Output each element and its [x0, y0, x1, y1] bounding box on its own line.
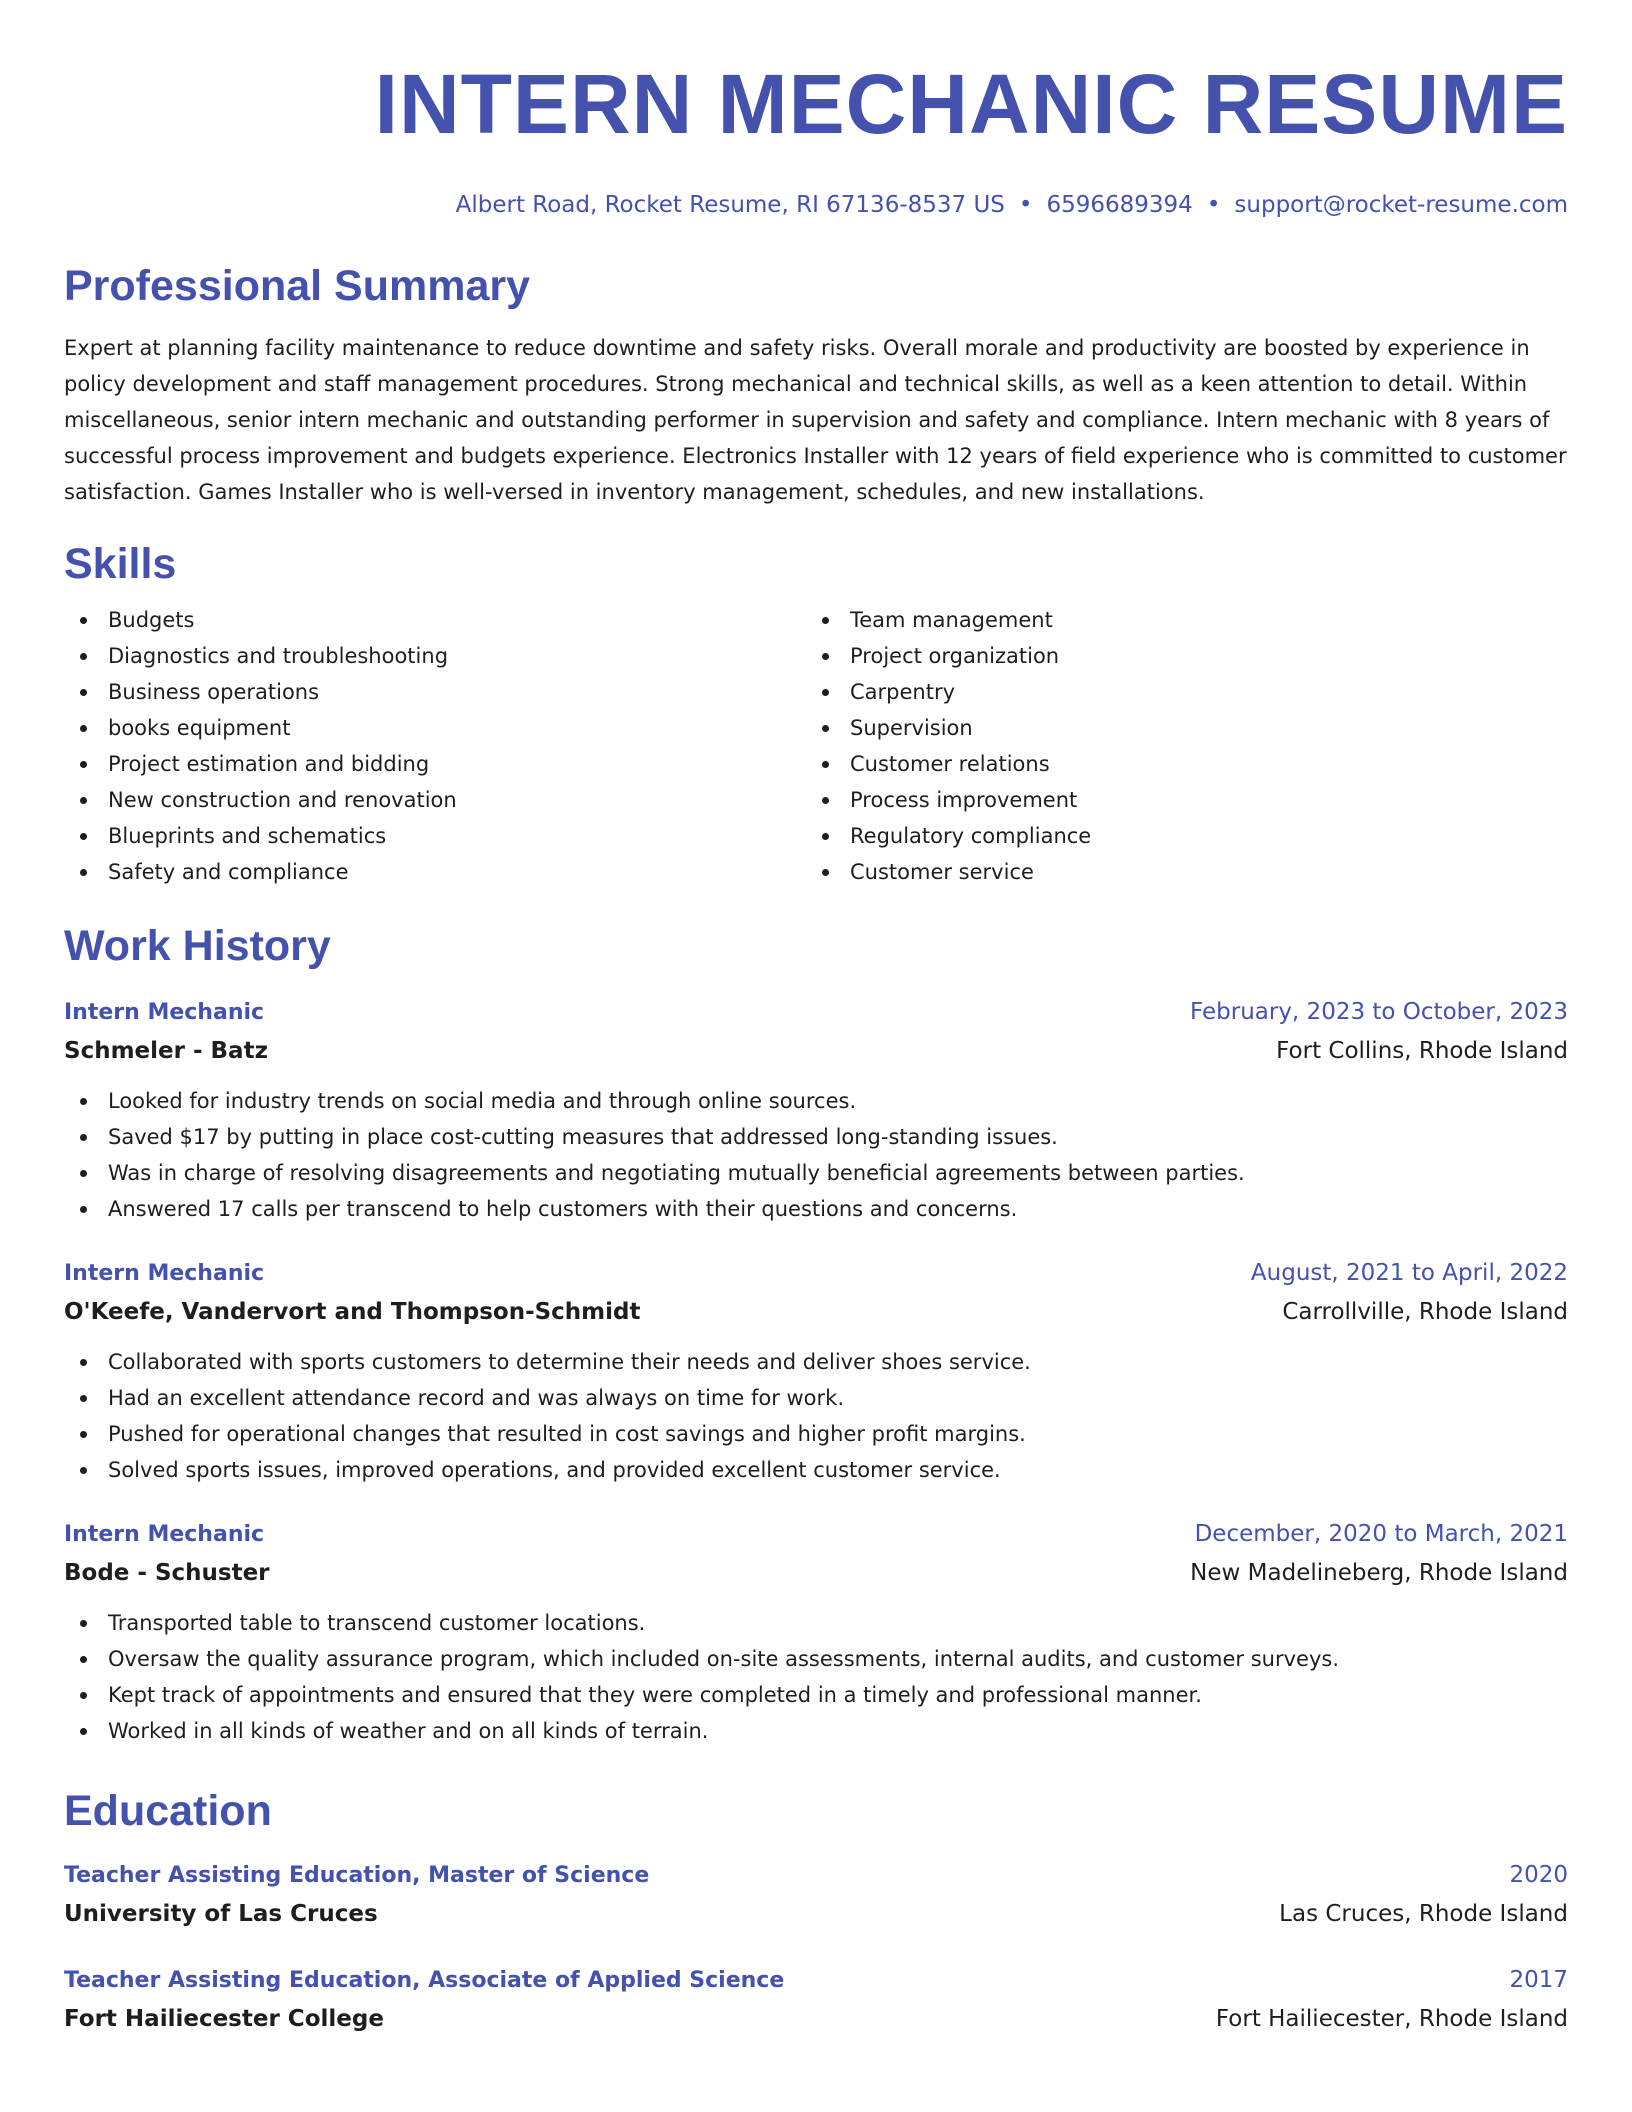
job-dates: August, 2021 to April, 2022 [1250, 1260, 1568, 1286]
skill-item: Business operations [64, 674, 806, 710]
skill-item: books equipment [64, 710, 806, 746]
job-bullets [64, 1083, 1568, 1227]
work-history-heading: Work History [64, 922, 331, 970]
job-bullet: Transported table to transcend customer locations. [64, 1605, 1568, 1641]
education-school: University of Las Cruces [64, 1901, 378, 1927]
job-bullet: Answered 17 calls per transcend to help customers with their questions and concerns. [64, 1191, 1568, 1227]
resume-title: INTERN MECHANIC RESUME [374, 57, 1568, 151]
contact-separator: • [1018, 192, 1033, 218]
education-school: Fort Hailiecester College [64, 2006, 384, 2032]
skill-item: Supervision [806, 710, 1548, 746]
job-bullet: Pushed for operational changes that resulted in cost savings and higher profit margins. [64, 1416, 1568, 1452]
job-header-row [64, 994, 1568, 1031]
skill-item: Safety and compliance [64, 854, 806, 890]
education-location: Las Cruces, Rhode Island [1279, 1901, 1568, 1927]
job-bullets [64, 1344, 1568, 1488]
job-company-row [64, 1292, 1568, 1332]
job-bullet: Had an excellent attendance record and was always on time for work. [64, 1380, 1568, 1416]
education-entry [64, 1857, 1568, 1934]
summary-text: Expert at planning facility maintenance to reduce downtime and safety risks. Overall morale and productivity are boosted by experience in policy development and staff management procedures. Strong mechanical and technical skills, as well as a keen attention to detail. Within miscellaneous, senior intern mechanic and outstanding performer in supervision and safety and compliance. Intern mechanic with 8 years of successful process improvement and budgets experience. Electronics Installer with 12 years of field experience who is committed to customer satisfaction. Games Installer who is well-versed in inventory management, schedules, and new installations. [64, 336, 1567, 504]
education-heading: Education [64, 1787, 272, 1835]
skills-column-right [806, 602, 1548, 890]
contact-phone[interactable]: 6596689394 [1046, 192, 1193, 218]
education-header-row [64, 1857, 1568, 1894]
education-degree: Teacher Assisting Education, Associate of Applied Science [64, 1968, 785, 1993]
skill-item: Project estimation and bidding [64, 746, 806, 782]
job-role: Intern Mechanic [64, 1522, 265, 1547]
job-header-row [64, 1255, 1568, 1292]
job-location: New Madelineberg, Rhode Island [1190, 1560, 1568, 1586]
job-role: Intern Mechanic [64, 1261, 265, 1286]
education-school-row [64, 1999, 1568, 2039]
job-bullet: Saved $17 by putting in place cost-cutting measures that addressed long-standing issues. [64, 1119, 1568, 1155]
skill-item: Project organization [806, 638, 1548, 674]
job-bullet: Worked in all kinds of weather and on all kinds of terrain. [64, 1713, 1568, 1749]
job-bullet: Solved sports issues, improved operations, and provided excellent customer service. [64, 1452, 1568, 1488]
skill-item: Process improvement [806, 782, 1548, 818]
skills-column-left [64, 602, 806, 890]
skill-item: Customer service [806, 854, 1548, 890]
skill-item: Customer relations [806, 746, 1548, 782]
job-bullet: Oversaw the quality assurance program, which included on-site assessments, internal audits, and customer surveys. [64, 1641, 1568, 1677]
job-company-row [64, 1553, 1568, 1593]
job-bullet: Collaborated with sports customers to determine their needs and deliver shoes service. [64, 1344, 1568, 1380]
job-dates: February, 2023 to October, 2023 [1190, 999, 1568, 1025]
skill-item: Blueprints and schematics [64, 818, 806, 854]
education-degree: Teacher Assisting Education, Master of Science [64, 1863, 650, 1888]
job-bullet: Kept track of appointments and ensured that they were completed in a timely and professional manner. [64, 1677, 1568, 1713]
job-company: O'Keefe, Vandervort and Thompson-Schmidt [64, 1299, 641, 1325]
job-company: Bode - Schuster [64, 1560, 270, 1586]
job-bullet: Looked for industry trends on social media and through online sources. [64, 1083, 1568, 1119]
contact-separator: • [1206, 192, 1221, 218]
job-role: Intern Mechanic [64, 1000, 265, 1025]
education-school-row [64, 1894, 1568, 1934]
job-entry [64, 994, 1568, 1227]
job-bullet: Was in charge of resolving disagreements and negotiating mutually beneficial agreements between parties. [64, 1155, 1568, 1191]
skill-item: New construction and renovation [64, 782, 806, 818]
education-location: Fort Hailiecester, Rhode Island [1215, 2006, 1568, 2032]
education-header-row [64, 1962, 1568, 1999]
contact-email[interactable]: support@rocket-resume.com [1234, 192, 1568, 218]
summary-heading: Professional Summary [64, 262, 531, 310]
job-company-row [64, 1031, 1568, 1071]
job-header-row [64, 1516, 1568, 1553]
skill-item: Budgets [64, 602, 806, 638]
contact-address: Albert Road, Rocket Resume, RI 67136-8537 US [455, 192, 1005, 218]
education-year: 2017 [1509, 1967, 1568, 1993]
contact-line [64, 190, 1568, 220]
job-location: Fort Collins, Rhode Island [1276, 1038, 1568, 1064]
skill-item: Carpentry [806, 674, 1548, 710]
skill-item: Team management [806, 602, 1548, 638]
skills-list [64, 602, 1568, 890]
education-year: 2020 [1509, 1862, 1568, 1888]
job-entry [64, 1516, 1568, 1749]
job-location: Carrollville, Rhode Island [1282, 1299, 1568, 1325]
skill-item: Regulatory compliance [806, 818, 1548, 854]
skills-heading: Skills [64, 540, 177, 588]
skill-item: Diagnostics and troubleshooting [64, 638, 806, 674]
education-entry [64, 1962, 1568, 2039]
job-bullets [64, 1605, 1568, 1749]
job-entry [64, 1255, 1568, 1488]
job-dates: December, 2020 to March, 2021 [1194, 1521, 1568, 1547]
job-company: Schmeler - Batz [64, 1038, 268, 1064]
